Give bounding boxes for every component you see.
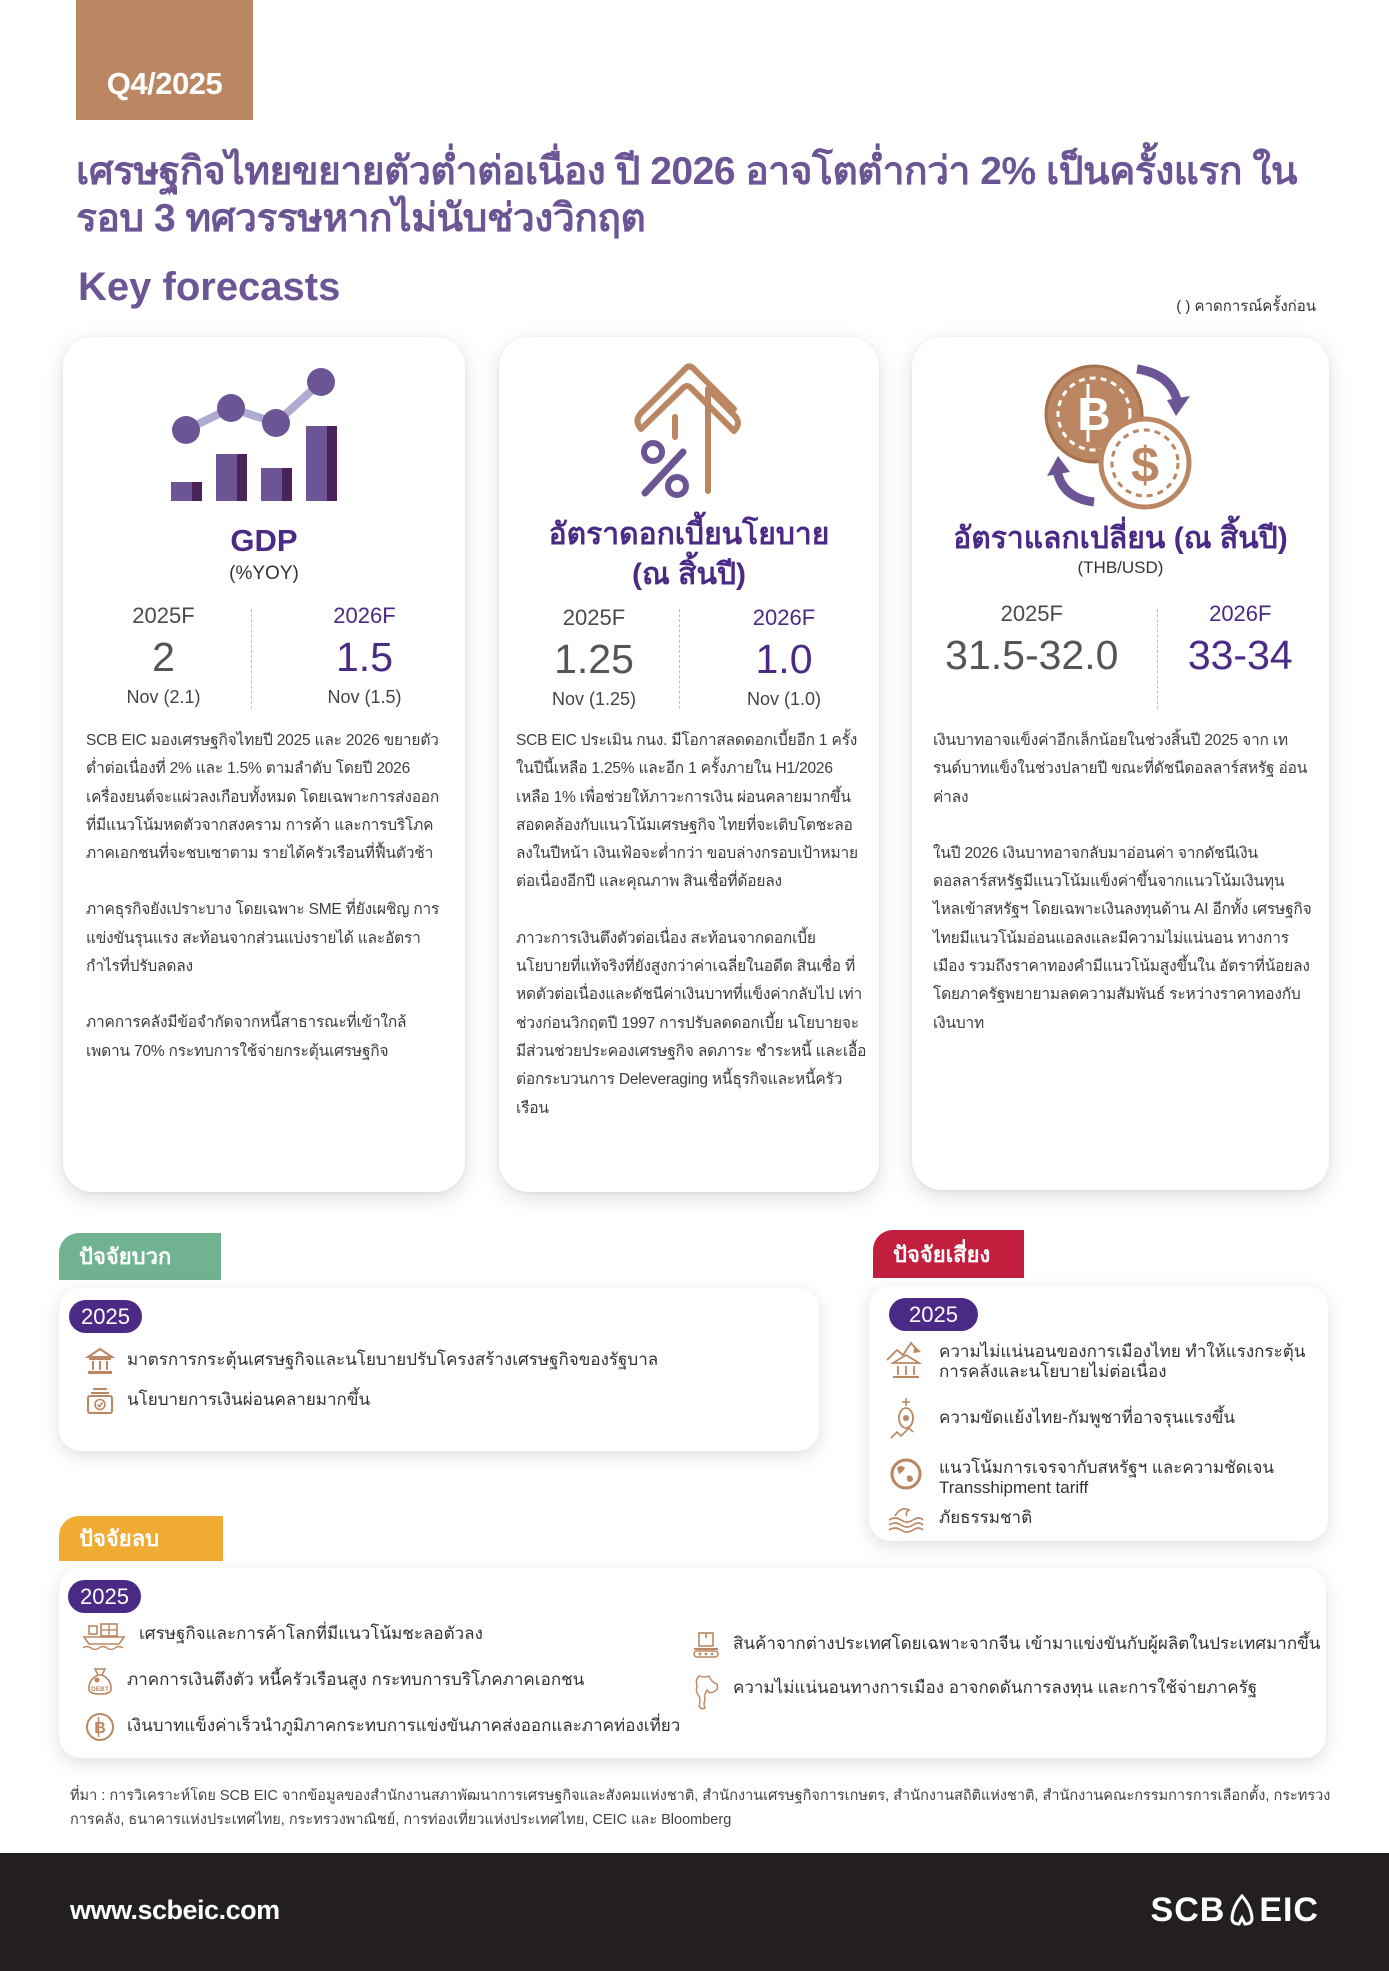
globe-icon	[885, 1454, 927, 1494]
paragraph: SCB EIC ประเมิน กนง. มีโอกาสลดดอกเบี้ยอีก 1 ครั้งในปีนี้เหลือ 1.25% และอีก 1 ครั้งภายใน H1/2026 เหลือ 1% เพื่อช่วยให้ภาวะการเงิน ผ่อนคลายมากขึ้น สอดคล้องกับแนวโน้มเศรษฐกิจ ไทยที่จะเติบโตชะลอลงในปีหน้า เงินเฟ้อจะต่ำกว่า ขอบล่างกรอบเป้าหมายต่อเนื่องอีกปี และคุณภาพ สินเชื่อที่ด้อยลง	[516, 732, 858, 891]
factor-item	[885, 1338, 1315, 1382]
paragraph: เงินบาทอาจแข็งค่าอีกเล็กน้อยในช่วงสิ้นปี 2025 จาก เทรนด์บาทแข็งในช่วงปลายปี ขณะที่ดัชนีดอลลาร์สหรัฐ อ่อนค่าลง	[933, 732, 1308, 806]
forecast-value: 33-34	[1187, 632, 1293, 678]
source-note: ที่มา : การวิเคราะห์โดย SCB EIC จากข้อมูลของสำนักงานสภาพัฒนาการเศรษฐกิจและสังคมแห่งชาติ, สำนักงานเศรษฐกิจการเกษตร, สำนักงานสถิติแห่งชาติ, สำนักงานคณะกรรมการการเลือกตั้ง, กระทรวงการคลัง, ธนาคารแห่งประเทศไทย, กระทรวงพาณิชย์, การท่องเที่ยวแห่งประเทศไทย, CEIC และ Bloomberg	[70, 1788, 1331, 1828]
forecast-2025	[912, 601, 1152, 679]
forecast-values	[499, 605, 879, 710]
forecast-card-exchange-rate	[912, 337, 1329, 1190]
quarter-tag	[76, 0, 253, 120]
factor-text: ความขัดแย้งไทย-กัมพูชาที่อาจรุนแรงขึ้น	[939, 1408, 1236, 1427]
money-stack-icon	[85, 1386, 115, 1416]
forecast-value: 1.5	[336, 634, 393, 680]
card-description	[86, 727, 446, 1094]
logo-text-right: EIC	[1259, 1891, 1319, 1929]
forecast-2026	[1152, 601, 1329, 679]
year-label: 2025F	[1000, 601, 1063, 626]
footer	[0, 1853, 1389, 1971]
government-building-icon	[85, 1346, 115, 1376]
forecast-value: 31.5-32.0	[945, 632, 1119, 678]
previous-forecast-note: ( ) คาดการณ์ครั้งก่อน	[1176, 298, 1316, 315]
paragraph: ภาคธุรกิจยังเปราะบาง โดยเฉพาะ SME ที่ยังเผชิญ การแข่งขันรุนแรง สะท้อนจากส่วนแบ่งรายได้ และอัตรากำไรที่ปรับลดลง	[86, 901, 440, 976]
negative-factors-panel	[59, 1568, 1326, 1758]
paragraph: ภาคการคลังมีข้อจำกัดจากหนี้สาธารณะที่เข้าใกล้ เพดาน 70% กระทบการใช้จ่ายกระตุ้นเศรษฐกิจ	[86, 1014, 407, 1060]
forecast-value: 2	[152, 634, 175, 680]
factor-text: ภัยธรรมชาติ	[939, 1508, 1033, 1527]
negative-factors-tab: ปัจจัยลบ	[59, 1516, 223, 1561]
card-title-line1: อัตราดอกเบี้ยนโยบาย	[548, 518, 830, 551]
column-divider	[251, 609, 252, 709]
forecast-2025	[499, 605, 689, 710]
section-title: Key forecasts	[78, 265, 341, 309]
svg-text:$: $	[1131, 437, 1159, 493]
forecast-card-gdp	[63, 337, 465, 1192]
scb-eic-logo	[1151, 1891, 1319, 1930]
factor-text: ภาคการเงินตึงตัว หนี้ครัวเรือนสูง กระทบการบริโภคภาคเอกชน	[127, 1670, 585, 1689]
forecast-value: 1.0	[755, 636, 813, 682]
card-title	[499, 515, 879, 595]
previous-forecast: Nov (1.25)	[551, 689, 637, 709]
card-unit: (THB/USD)	[1077, 558, 1164, 577]
factor-item	[85, 1712, 680, 1742]
card-description	[516, 727, 868, 1151]
factor-item	[85, 1386, 370, 1416]
year-label: 2026F	[333, 603, 396, 628]
year-badge: 2025	[68, 1580, 141, 1613]
factor-item	[885, 1396, 1315, 1442]
factor-item	[885, 1504, 1315, 1534]
website-link[interactable]: www.scbeic.com	[70, 1895, 280, 1925]
factor-text: ความไม่แน่นอนทางการเมือง อาจกดดันการลงทุน และการใช้จ่ายภาครัฐ	[733, 1678, 1258, 1697]
page-headline: เศรษฐกิจไทยขยายตัวต่ำต่อเนื่อง ปี 2026 อาจโตต่ำกว่า 2% เป็นครั้งแรก ในรอบ 3 ทศวรรษหากไม่นับช่วงวิกฤต	[76, 150, 1298, 240]
logo-text-left: SCB	[1150, 1891, 1226, 1929]
factor-item	[85, 1666, 584, 1696]
previous-forecast: Nov (1.5)	[327, 687, 402, 707]
bar-line-chart-icon	[171, 367, 341, 505]
debt-bag-icon	[85, 1666, 115, 1696]
paragraph: ภาวะการเงินตึงตัวต่อเนื่อง สะท้อนจากดอกเบี้ย นโยบายที่แท้จริงที่ยังสูงกว่าค่าเฉลี่ยในอดีต สินเชื่อ ที่หดตัวต่อเนื่องและดัชนีค่าเงินบาทที่แข็งค่ากลับไป เท่าช่วงก่อนวิกฤตปี 1997 การปรับลดดอกเบี้ย นโยบายจะมีส่วนช่วยประคองเศรษฐกิจ ลดภาระ ชำระหนี้ และเอื้อต่อกระบวนการ Deleveraging หนี้ธุรกิจและหนี้ครัวเรือน	[516, 929, 867, 1117]
forecast-2026	[689, 605, 879, 710]
svg-text:B: B	[1077, 388, 1111, 440]
factor-text: เศรษฐกิจและการค้าโลกที่มีแนวโน้มชะลอตัวลง	[139, 1624, 483, 1643]
quarter-tag-label: Q4/2025	[106, 66, 223, 101]
positive-factors-tab: ปัจจัยบวก	[59, 1233, 221, 1280]
risk-factors-tab: ปัจจัยเสี่ยง	[873, 1230, 1024, 1278]
cargo-ship-icon	[81, 1620, 127, 1650]
column-divider	[1157, 609, 1158, 709]
thailand-map-icon	[691, 1674, 721, 1712]
risk-factors-panel	[869, 1286, 1328, 1541]
factor-text: ความไม่แน่นอนของการเมืองไทย ทำให้แรงกระตุ้น การคลังและนโยบายไม่ต่อเนื่อง	[939, 1342, 1306, 1381]
column-divider	[679, 609, 680, 709]
forecast-values	[63, 603, 465, 708]
forecast-2025	[63, 603, 264, 708]
previous-forecast: Nov (1.0)	[746, 689, 822, 709]
card-title: GDP	[230, 523, 298, 558]
leaf-icon	[1229, 1894, 1255, 1928]
political-decline-icon	[885, 1338, 927, 1380]
factor-text: แนวโน้มการเจรจากับสหรัฐฯ และความชัดเจน Transshipment tariff	[939, 1458, 1275, 1497]
conflict-bomb-icon	[885, 1396, 927, 1442]
baht-coin-icon	[85, 1712, 115, 1742]
percent-arrow-up-icon	[631, 359, 747, 507]
factor-item	[81, 1620, 483, 1650]
forecast-card-policy-rate	[499, 337, 879, 1192]
factor-item	[691, 1674, 1257, 1712]
factor-item	[691, 1630, 1320, 1660]
factor-text: มาตรการกระตุ้นเศรษฐกิจและนโยบายปรับโครงสร้างเศรษฐกิจของรัฐบาล	[127, 1350, 659, 1369]
factor-item	[885, 1454, 1315, 1498]
svg-text:DEBT: DEBT	[91, 1686, 109, 1693]
previous-forecast: Nov (2.1)	[126, 687, 201, 707]
year-label: 2025F	[562, 605, 626, 630]
conveyor-box-icon	[691, 1630, 721, 1660]
currency-exchange-icon	[1042, 362, 1198, 512]
year-badge: 2025	[69, 1300, 142, 1333]
factor-text: นโยบายการเงินผ่อนคลายมากขึ้น	[127, 1390, 371, 1409]
card-unit: (%YOY)	[229, 563, 299, 584]
positive-factors-panel	[59, 1288, 819, 1451]
paragraph: SCB EIC มองเศรษฐกิจไทยปี 2025 และ 2026 ขยายตัวต่ำต่อเนื่องที่ 2% และ 1.5% ตามลำดับ โดยปี 2026 เครื่องยนต์จะแผ่วลงเกือบทั้งหมด โดยเฉพาะการส่งออกที่มีแนวโน้มหดตัวจากสงคราม การค้า และการบริโภคภาคเอกชนที่จะชบเซาตาม รายได้ครัวเรือนที่ฟื้นตัวช้า	[86, 732, 440, 863]
forecast-value: 1.25	[554, 636, 634, 682]
paragraph: ในปี 2026 เงินบาทอาจกลับมาอ่อนค่า จากดัชนีเงิน ดอลลาร์สหรัฐมีแนวโน้มแข็งค่าขึ้นจากแนวโน้มเงินทุน ไหลเข้าสหรัฐฯ โดยเฉพาะเงินลงทุนด้าน AI อีกทั้ง เศรษฐกิจไทยมีแนวโน้มอ่อนแอลงและมีความไม่แน่นอน ทางการเมือง รวมถึงราคาทองคำมีแนวโน้มสูงขึ้นใน อัตราที่น้อยลง โดยภาครัฐพยายามลดความสัมพันธ์ ระหว่างราคาทองกับเงินบาท	[933, 844, 1312, 1032]
svg-text:B: B	[94, 1720, 106, 1737]
wave-disaster-icon	[885, 1504, 927, 1534]
factor-text: สินค้าจากต่างประเทศโดยเฉพาะจากจีน เข้ามาแข่งขันกับผู้ผลิตในประเทศมากขึ้น	[733, 1634, 1321, 1653]
forecast-2026	[264, 603, 465, 708]
factor-item	[85, 1346, 658, 1376]
card-description	[933, 727, 1313, 1066]
card-title: อัตราแลกเปลี่ยน (ณ สิ้นปี)	[953, 522, 1288, 555]
year-badge: 2025	[889, 1298, 978, 1331]
card-title-line2: (ณ สิ้นปี)	[631, 558, 746, 591]
forecast-values	[912, 601, 1329, 679]
factor-text: เงินบาทแข็งค่าเร็วนำภูมิภาคกระทบการแข่งขันภาคส่งออกและภาคท่องเที่ยว	[127, 1716, 681, 1735]
year-label: 2026F	[1209, 601, 1272, 626]
year-label: 2025F	[132, 603, 195, 628]
year-label: 2026F	[752, 605, 816, 630]
